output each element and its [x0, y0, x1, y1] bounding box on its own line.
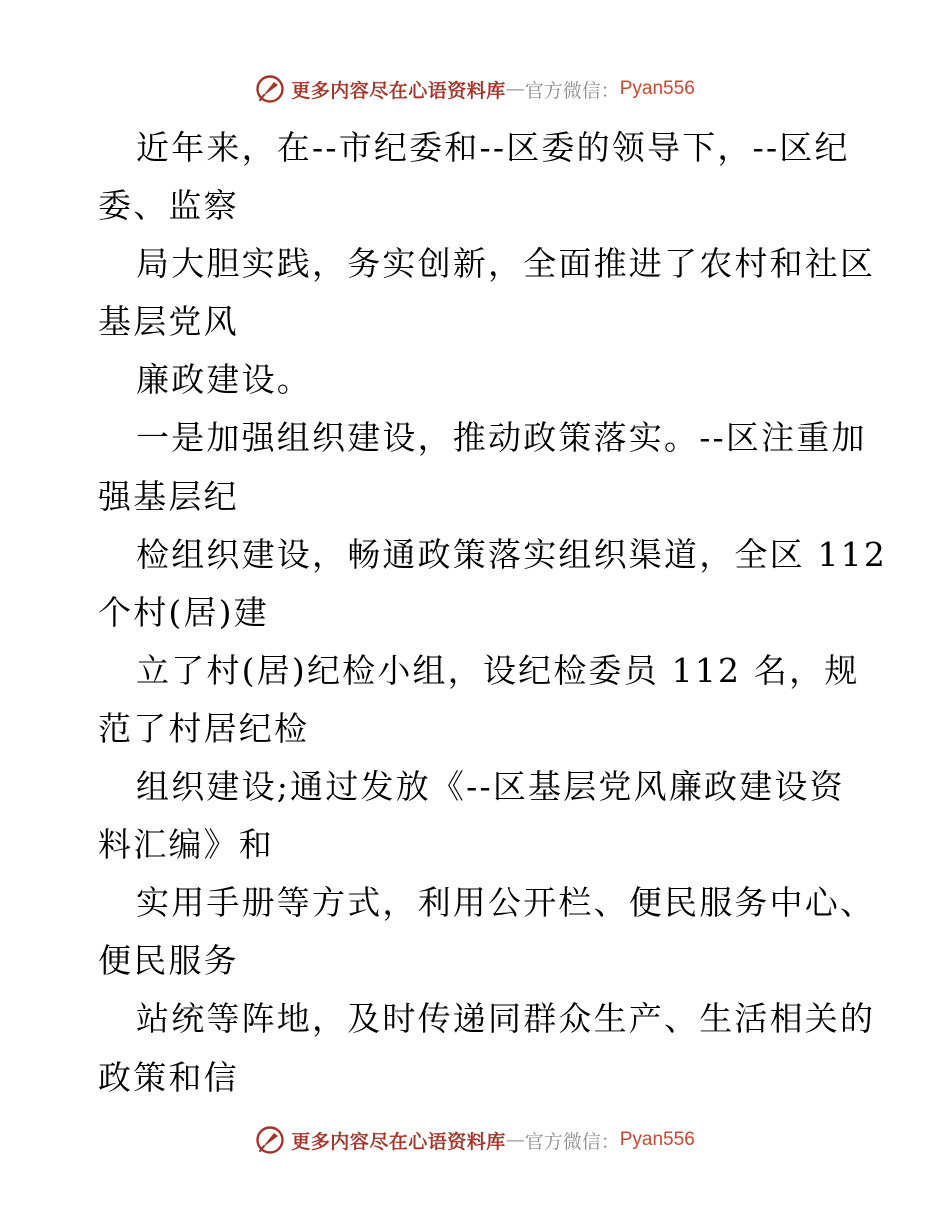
- paragraph-line: 强基层纪: [98, 476, 239, 516]
- banner-separator: —: [505, 1129, 525, 1151]
- banner-wechat-label: 官方微信：: [524, 79, 620, 102]
- paragraph-line: 实用手册等方式，利用公开栏、便民服务中心、: [136, 883, 876, 923]
- banner-wechat-id: Pyan556: [619, 78, 695, 99]
- paragraph-line: 廉政建设。: [136, 360, 312, 400]
- banner-wechat-label: 官方微信：: [524, 1130, 620, 1153]
- quill-logo-icon: [255, 74, 285, 104]
- quill-logo-icon: [255, 1125, 285, 1155]
- banner-title: 更多内容尽在心语资料库: [291, 79, 506, 102]
- paragraph-line: 范了村居纪检: [98, 708, 310, 748]
- paragraph-line: 基层党风: [98, 302, 239, 342]
- paragraph-line: 一是加强组织建设，推动政策落实。--区注重加: [136, 418, 867, 458]
- paragraph-line: 局大胆实践，务实创新，全面推进了农村和社区: [136, 244, 876, 284]
- paragraph-line: 便民服务: [98, 941, 239, 981]
- banner-separator: —: [505, 78, 525, 100]
- banner-wechat-id: Pyan556: [619, 1129, 695, 1150]
- document-body: [98, 119, 888, 1107]
- footer-banner: [0, 1123, 950, 1157]
- paragraph-line: 料汇编》和: [98, 825, 274, 865]
- banner-title: 更多内容尽在心语资料库: [291, 1130, 506, 1153]
- paragraph-line: 立了村(居)纪检小组，设纪检委员 112 名，规: [136, 650, 860, 690]
- paragraph-line: 个村(居)建: [98, 592, 269, 632]
- paragraph-line: 站统等阵地，及时传递同群众生产、生活相关的: [136, 999, 876, 1039]
- paragraph-line: 近年来，在--市纪委和--区委的领导下，--区纪: [136, 128, 850, 167]
- paragraph-line: 组织建设;通过发放《--区基层党风廉政建设资: [136, 767, 845, 807]
- paragraph-line: 检组织建设，畅通政策落实组织渠道，全区 112: [136, 534, 888, 574]
- paragraph-line: 政策和信: [98, 1057, 239, 1097]
- paragraph-line: 委、监察: [98, 186, 239, 226]
- header-banner: [0, 72, 950, 106]
